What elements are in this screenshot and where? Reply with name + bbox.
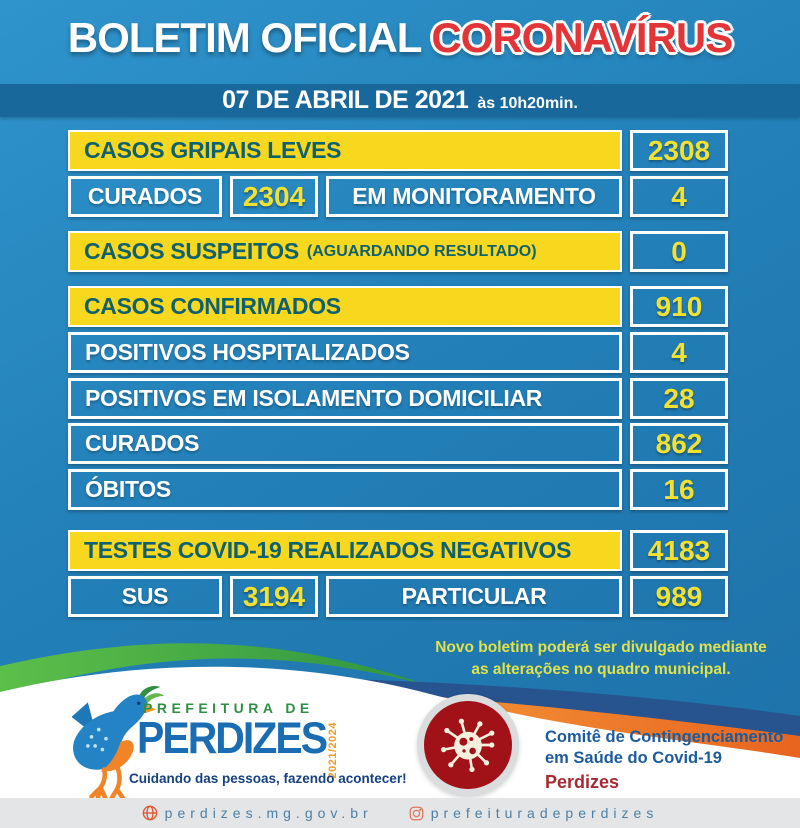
positivos-isolamento-value: 28 — [630, 378, 728, 419]
testes-negativos-label: TESTES COVID-19 REALIZADOS NEGATIVOS — [68, 530, 622, 571]
instagram-handle: prefeituradeperdizes — [430, 805, 659, 821]
logo-prefeitura-text: PREFEITURA DE — [143, 700, 314, 716]
casos-gripais-value: 2308 — [630, 130, 728, 171]
title-main: BOLETIM OFICIAL — [67, 14, 421, 61]
testes-particular-label: PARTICULAR — [326, 576, 622, 617]
website-link[interactable] — [142, 805, 373, 821]
note-line-1: Novo boletim poderá ser divulgado mediante — [435, 639, 767, 656]
footer-links-bar — [0, 798, 800, 828]
casos-suspeitos-sublabel: (AGUARDANDO RESULTADO) — [306, 242, 537, 260]
testes-particular-value: 989 — [630, 576, 728, 617]
casos-suspeitos-value: 0 — [630, 231, 728, 272]
committee-line-2: em Saúde do Covid-19 — [545, 749, 722, 767]
casos-confirmados-label: CASOS CONFIRMADOS — [68, 286, 622, 327]
virus-badge — [417, 694, 519, 796]
bulletin-time: às 10h20min. — [477, 94, 578, 112]
website-url: perdizes.mg.gov.br — [164, 805, 373, 821]
globe-icon — [142, 805, 158, 821]
casos-confirmados-value: 910 — [630, 286, 728, 327]
gripais-monitoramento-value: 4 — [630, 176, 728, 217]
logo-perdizes-text: PERDIZES — [137, 713, 327, 763]
positivos-hospitalizados-value: 4 — [630, 332, 728, 373]
committee-line-1: Comitê de Contingenciamento — [545, 728, 784, 746]
logo-slogan-text: Cuidando das pessoas, fazendo acontecer! — [129, 771, 407, 786]
note-line-2: as alterações no quadro municipal. — [471, 661, 731, 678]
date-bar — [0, 84, 800, 117]
testes-negativos-value: 4183 — [630, 530, 728, 571]
committee-line-3: Perdizes — [545, 772, 620, 792]
page-title — [0, 14, 800, 62]
curados-label: CURADOS — [68, 423, 622, 464]
bulletin-date: 07 DE ABRIL DE 2021 — [222, 86, 469, 114]
gripais-monitoramento-label: EM MONITORAMENTO — [326, 176, 622, 217]
obitos-label: ÓBITOS — [68, 469, 622, 510]
obitos-value: 16 — [630, 469, 728, 510]
positivos-isolamento-label: POSITIVOS EM ISOLAMENTO DOMICILIAR — [68, 378, 622, 419]
curados-value: 862 — [630, 423, 728, 464]
casos-suspeitos-label: CASOS SUSPEITOS (AGUARDANDO RESULTADO) — [68, 231, 622, 272]
testes-sus-label: SUS — [68, 576, 222, 617]
gripais-curados-label: CURADOS — [68, 176, 222, 217]
testes-sus-value: 3194 — [230, 576, 318, 617]
title-accent: CORONAVÍRUS — [431, 14, 733, 61]
virus-icon — [435, 712, 501, 778]
logo-term-text: 2021/2024 — [327, 722, 339, 779]
gripais-curados-value: 2304 — [230, 176, 318, 217]
instagram-icon — [409, 806, 424, 821]
committee-text — [545, 727, 783, 793]
instagram-link[interactable] — [409, 805, 659, 821]
positivos-hospitalizados-label: POSITIVOS HOSPITALIZADOS — [68, 332, 622, 373]
casos-gripais-label: CASOS GRIPAIS LEVES — [68, 130, 622, 171]
